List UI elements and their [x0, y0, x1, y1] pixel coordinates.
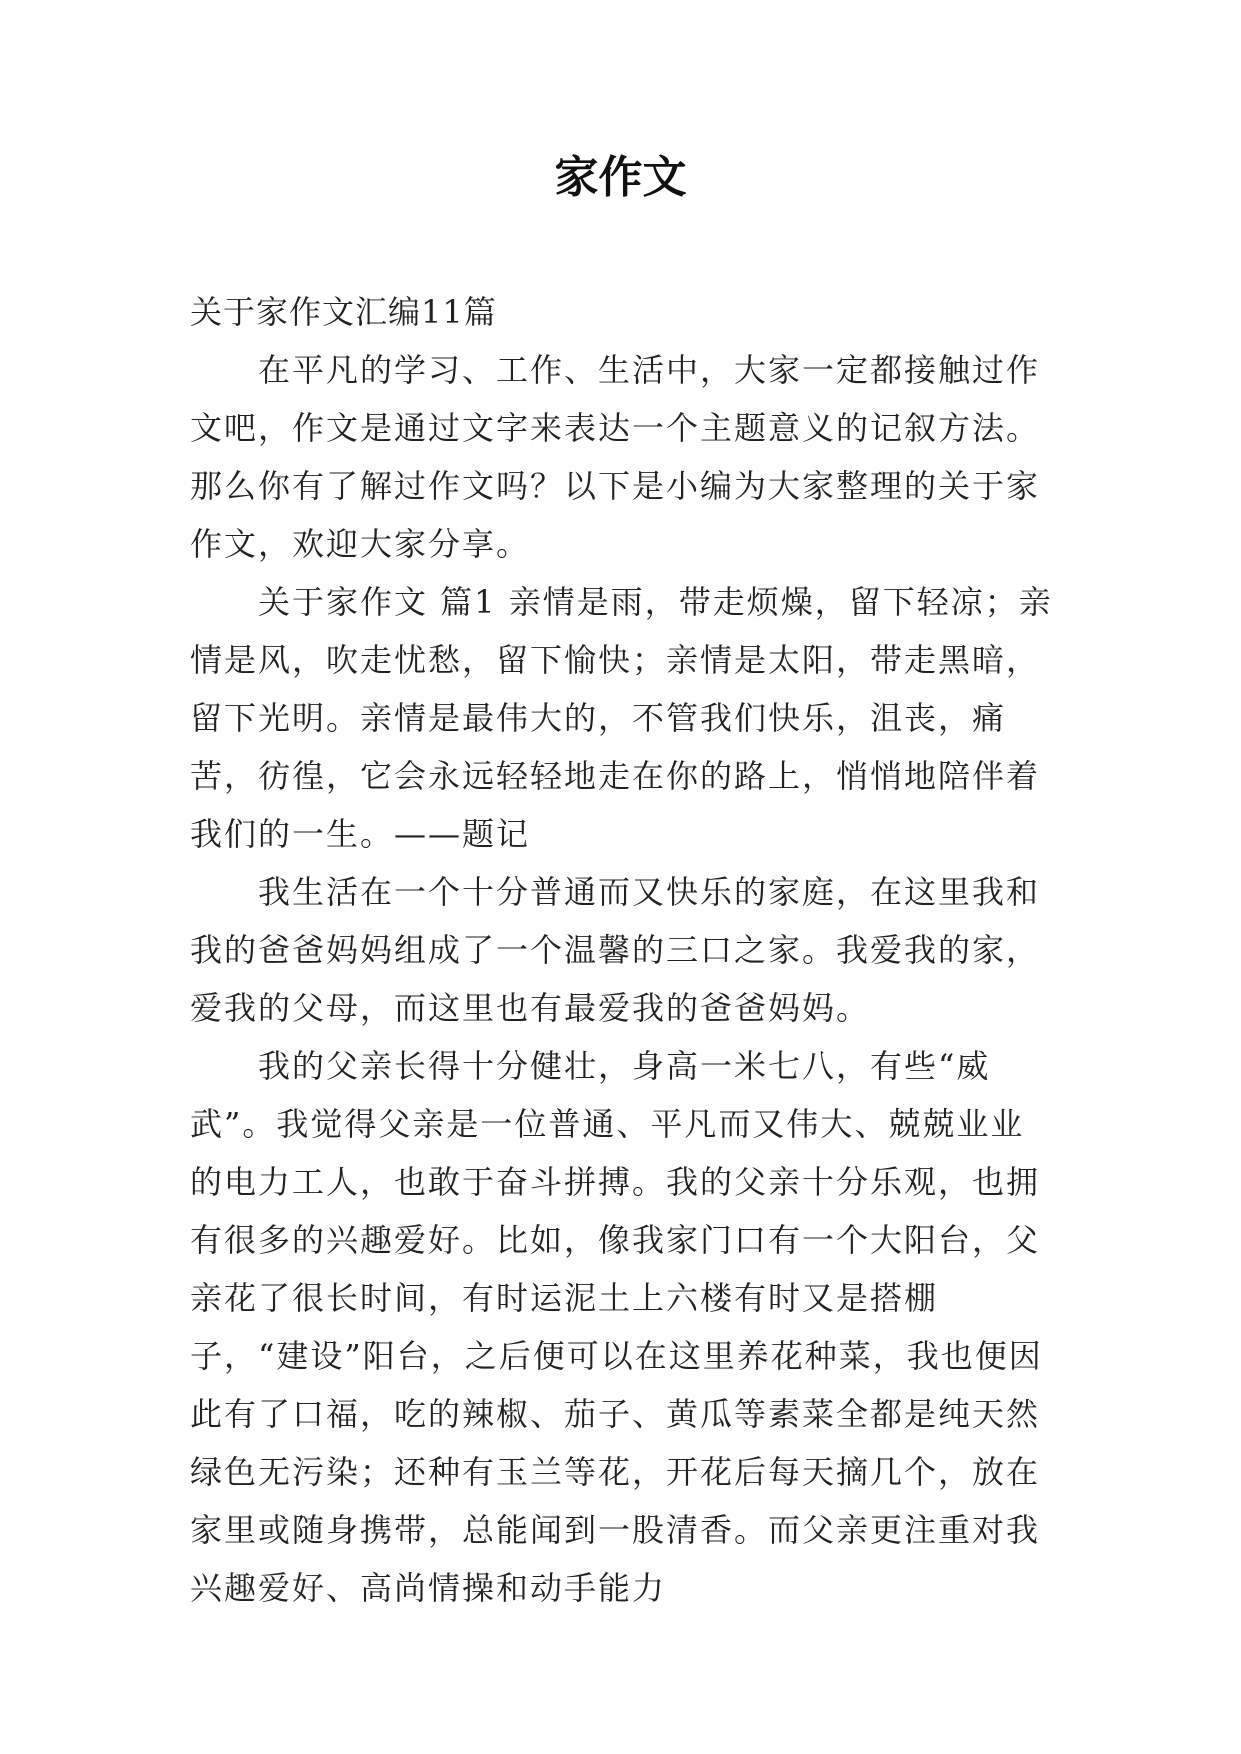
paragraph-father: 我的父亲长得十分健壮，身高一米七八，有些“威武”。我觉得父亲是一位普通、平凡而又伟大、兢兢业业的电力工人，也敢于奋斗拼搏。我的父亲十分乐观，也拥有很多的兴趣爱好。比如，像我家门口有一个大阳台，父亲花了很长时间，有时运泥土上六楼有时又是搭棚子，“建设”阳台，之后便可以在这里养花种菜，我也便因此有了口福，吃的辣椒、茄子、黄瓜等素菜全都是纯天然绿色无污染；还种有玉兰等花，开花后每天摘几个，放在家里或随身携带，总能闻到一股清香。而父亲更注重对我兴趣爱好、高尚情操和动手能力 — [190, 1047, 1043, 1607]
document-body — [190, 283, 1054, 1617]
paragraph-intro: 在平凡的学习、工作、生活中，大家一定都接触过作文吧，作文是通过文字来表达一个主题意义的记叙方法。那么你有了解过作文吗？以下是小编为大家整理的关于家作文，欢迎大家分享。 — [190, 351, 1041, 563]
document-title: 家作文 — [554, 152, 687, 203]
document-subtitle: 关于家作文汇编11篇 — [190, 293, 497, 331]
paragraph-family: 我生活在一个十分普通而又快乐的家庭，在这里我和我的爸爸妈妈组成了一个温馨的三口之家。我爱我的家，爱我的父母，而这里也有最爱我的爸爸妈妈。 — [190, 873, 1041, 1027]
paragraph-section-1: 关于家作文 篇1 亲情是雨，带走烦燥，留下轻凉；亲情是风，吹走忧愁，留下愉快；亲情是太阳，带走黑暗，留下光明。亲情是最伟大的，不管我们快乐，沮丧，痛苦，彷徨，它会永远轻轻地走在你的路上，悄悄地陪伴着我们的一生。——题记 — [190, 583, 1053, 853]
